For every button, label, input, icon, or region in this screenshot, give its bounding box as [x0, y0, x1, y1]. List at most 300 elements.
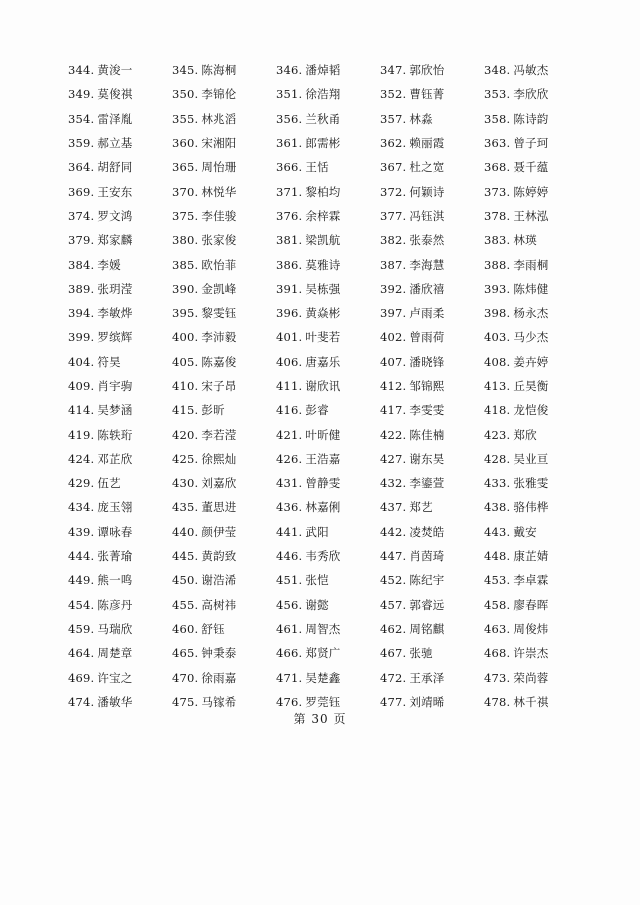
entry-name: 李锦伦 — [201, 87, 237, 102]
list-item — [172, 281, 276, 297]
entry-number: 417. — [380, 403, 407, 418]
entry-number: 439. — [68, 524, 95, 539]
entry-name: 黄浚一 — [97, 63, 133, 78]
entry-number: 470. — [172, 670, 199, 685]
entry-name: 冯敏杰 — [513, 63, 549, 78]
entry-number: 356. — [276, 111, 303, 126]
entry-number: 363. — [484, 136, 511, 151]
entry-name: 张驰 — [409, 646, 433, 661]
list-row — [68, 107, 628, 131]
entry-number: 425. — [172, 451, 199, 466]
entry-number: 444. — [68, 549, 95, 564]
entry-name: 张玥滢 — [97, 281, 133, 296]
entry-name: 邹锦熙 — [409, 379, 445, 393]
entry-name: 郑欣 — [513, 427, 537, 442]
list-item — [484, 378, 588, 394]
list-item — [172, 354, 276, 370]
entry-number: 360. — [172, 136, 199, 151]
list-item — [484, 354, 588, 370]
entry-number: 437. — [380, 500, 407, 515]
list-item — [172, 572, 276, 588]
entry-name: 马镓希 — [201, 694, 237, 709]
entry-name: 舒钰 — [201, 621, 225, 636]
list-item — [380, 597, 484, 613]
entry-number: 407. — [380, 354, 407, 369]
list-item — [172, 427, 276, 443]
list-item — [276, 159, 380, 175]
list-item — [172, 135, 276, 151]
entry-number: 364. — [68, 160, 95, 175]
list-row — [68, 520, 628, 544]
entry-number: 348. — [484, 63, 511, 78]
list-row — [68, 447, 628, 471]
entry-name: 张雅雯 — [513, 476, 549, 491]
entry-name: 聂千蕴 — [513, 160, 549, 175]
entry-name: 杜之宽 — [409, 160, 445, 175]
entry-number: 419. — [68, 427, 95, 442]
list-item — [380, 62, 484, 78]
entry-number: 347. — [380, 63, 407, 78]
entry-number: 449. — [68, 573, 95, 588]
entry-name: 莫俊祺 — [97, 87, 133, 102]
entry-name: 刘靖晞 — [409, 694, 445, 709]
list-item — [68, 305, 172, 321]
entry-number: 430. — [172, 476, 199, 491]
entry-name: 曾雨荷 — [409, 330, 445, 345]
entry-name: 王浩嘉 — [305, 451, 341, 466]
entry-name: 潘焯韬 — [305, 63, 341, 78]
entry-name: 张家俊 — [201, 233, 237, 248]
entry-name: 郎需彬 — [305, 136, 341, 151]
entry-name: 曹钰菁 — [409, 87, 445, 102]
entry-name: 马少杰 — [513, 330, 549, 345]
entry-name: 许崇杰 — [513, 646, 549, 661]
entry-number: 380. — [172, 233, 199, 248]
entry-name: 周俊炜 — [513, 621, 549, 636]
entry-number: 453. — [484, 573, 511, 588]
entry-number: 446. — [276, 549, 303, 564]
list-item — [484, 548, 588, 564]
entry-name: 郑家麟 — [97, 233, 133, 248]
list-item — [380, 257, 484, 273]
entry-name: 谢东昊 — [409, 451, 445, 466]
list-item — [380, 281, 484, 297]
list-item — [172, 694, 276, 710]
entry-number: 372. — [380, 184, 407, 199]
entry-number: 395. — [172, 306, 199, 321]
list-item — [276, 451, 380, 467]
entry-name: 武阳 — [305, 524, 329, 539]
entry-number: 468. — [484, 646, 511, 661]
entry-number: 443. — [484, 524, 511, 539]
entry-name: 潘欣禧 — [409, 281, 445, 296]
entry-name: 颜伊莹 — [201, 524, 237, 539]
list-item — [68, 257, 172, 273]
list-item — [68, 499, 172, 515]
entry-name: 李敏烨 — [97, 306, 133, 321]
list-item — [68, 694, 172, 710]
entry-name: 曾子珂 — [513, 136, 549, 151]
entry-name: 许宝之 — [97, 670, 133, 685]
entry-name: 李若滢 — [201, 427, 237, 442]
entry-name: 黎雯钰 — [201, 306, 237, 321]
entry-number: 445. — [172, 549, 199, 564]
entry-name: 周楚章 — [97, 646, 133, 661]
entry-name: 余梓霖 — [305, 208, 341, 223]
entry-number: 460. — [172, 621, 199, 636]
entry-name: 黎柏均 — [305, 184, 341, 199]
entry-number: 471. — [276, 670, 303, 685]
list-item — [68, 135, 172, 151]
list-item — [276, 572, 380, 588]
list-item — [484, 257, 588, 273]
entry-number: 385. — [172, 257, 199, 272]
page-number: 第 30 页 — [293, 712, 347, 726]
list-row — [68, 350, 628, 374]
list-item — [380, 427, 484, 443]
entry-number: 393. — [484, 281, 511, 296]
list-item — [484, 281, 588, 297]
entry-name: 罗莞钰 — [305, 694, 341, 709]
entry-name: 胡舒同 — [97, 160, 133, 175]
entry-number: 378. — [484, 208, 511, 223]
list-item — [484, 597, 588, 613]
entry-number: 474. — [68, 694, 95, 709]
entry-name: 林淼 — [409, 111, 433, 126]
entry-number: 401. — [276, 330, 303, 345]
list-row — [68, 593, 628, 617]
list-item — [172, 621, 276, 637]
list-item — [484, 62, 588, 78]
entry-name: 黄韵致 — [201, 549, 237, 564]
entry-number: 361. — [276, 136, 303, 151]
entry-name: 李佳骏 — [201, 208, 237, 223]
entry-number: 455. — [172, 597, 199, 612]
entry-number: 441. — [276, 524, 303, 539]
list-item — [484, 572, 588, 588]
entry-name: 林兆滔 — [201, 111, 237, 126]
entry-number: 450. — [172, 573, 199, 588]
entry-name: 肖茵琦 — [409, 549, 445, 564]
list-item — [172, 232, 276, 248]
entry-name: 陈轶珩 — [97, 427, 133, 442]
entry-name: 林嘉俐 — [305, 500, 341, 515]
entry-name: 陈诗韵 — [513, 111, 549, 126]
entry-number: 469. — [68, 670, 95, 685]
list-item — [380, 402, 484, 418]
entry-name: 肖宇驹 — [97, 379, 133, 393]
entry-name: 姜卉婷 — [513, 354, 549, 369]
list-row — [68, 228, 628, 252]
list-item — [68, 451, 172, 467]
list-item — [172, 159, 276, 175]
entry-number: 424. — [68, 451, 95, 466]
list-row — [68, 155, 628, 179]
entry-name: 刘嘉欣 — [201, 476, 237, 491]
entry-name: 兰秋甬 — [305, 111, 341, 126]
list-row — [68, 131, 628, 155]
list-row — [68, 325, 628, 349]
entry-number: 398. — [484, 306, 511, 321]
list-item — [68, 159, 172, 175]
entry-number: 412. — [380, 379, 407, 393]
list-row — [68, 179, 628, 203]
list-item — [276, 354, 380, 370]
list-item — [276, 184, 380, 200]
list-item — [276, 670, 380, 686]
entry-name: 陈海桐 — [201, 63, 237, 78]
entry-number: 405. — [172, 354, 199, 369]
list-item — [172, 208, 276, 224]
entry-number: 388. — [484, 257, 511, 272]
entry-name: 梁凯航 — [305, 233, 341, 248]
list-item — [380, 670, 484, 686]
list-item — [484, 208, 588, 224]
entry-number: 472. — [380, 670, 407, 685]
entry-name: 庞玉翎 — [97, 500, 133, 515]
list-item — [276, 597, 380, 613]
entry-number: 376. — [276, 208, 303, 223]
entry-name: 邓芷欣 — [97, 451, 133, 466]
list-item — [172, 184, 276, 200]
entry-number: 408. — [484, 354, 511, 369]
entry-number: 387. — [380, 257, 407, 272]
list-item — [172, 378, 276, 394]
list-item — [380, 572, 484, 588]
entry-number: 456. — [276, 597, 303, 612]
entry-number: 397. — [380, 306, 407, 321]
entry-number: 389. — [68, 281, 95, 296]
entry-number: 473. — [484, 670, 511, 685]
entry-name: 荣尚蓉 — [513, 670, 549, 685]
list-item — [172, 475, 276, 491]
list-item — [276, 524, 380, 540]
entry-number: 392. — [380, 281, 407, 296]
list-item — [276, 135, 380, 151]
entry-name: 戴安 — [513, 524, 537, 539]
entry-name: 林千祺 — [513, 694, 549, 709]
entry-name: 赖丽霞 — [409, 136, 445, 151]
entry-name: 雷泽胤 — [97, 111, 133, 126]
entry-name: 林悦华 — [201, 184, 237, 199]
list-item — [276, 257, 380, 273]
list-row — [68, 544, 628, 568]
list-item — [380, 232, 484, 248]
entry-name: 吴栋强 — [305, 281, 341, 296]
entry-number: 414. — [68, 403, 95, 418]
entry-name: 陈嘉俊 — [201, 354, 237, 369]
list-item — [380, 499, 484, 515]
entry-number: 404. — [68, 354, 95, 369]
entry-name: 张菁瑜 — [97, 549, 133, 564]
entry-number: 403. — [484, 330, 511, 345]
entry-name: 周铭麒 — [409, 621, 445, 636]
entry-number: 365. — [172, 160, 199, 175]
entry-number: 458. — [484, 597, 511, 612]
entry-name: 李卓霖 — [513, 573, 549, 588]
entry-number: 459. — [68, 621, 95, 636]
entry-number: 454. — [68, 597, 95, 612]
list-item — [68, 62, 172, 78]
entry-name: 罗文鸿 — [97, 208, 133, 223]
list-item — [68, 281, 172, 297]
entry-number: 402. — [380, 330, 407, 345]
entry-name: 林瑛 — [513, 233, 537, 248]
entry-number: 426. — [276, 451, 303, 466]
entry-name: 金凯峰 — [201, 281, 237, 296]
entry-name: 宋子昂 — [201, 379, 237, 393]
list-row — [68, 277, 628, 301]
list-item — [276, 281, 380, 297]
entry-number: 375. — [172, 208, 199, 223]
list-item — [172, 402, 276, 418]
list-item — [276, 645, 380, 661]
entry-name: 骆伟桦 — [513, 500, 549, 515]
list-item — [68, 378, 172, 394]
entry-name: 王安东 — [97, 184, 133, 199]
entry-number: 391. — [276, 281, 303, 296]
entry-name: 马瑞欣 — [97, 621, 133, 636]
entry-number: 370. — [172, 184, 199, 199]
list-item — [68, 402, 172, 418]
list-item — [276, 427, 380, 443]
list-item — [484, 159, 588, 175]
list-row — [68, 568, 628, 592]
list-item — [68, 354, 172, 370]
list-row — [68, 82, 628, 106]
list-item — [380, 111, 484, 127]
entry-name: 周怡珊 — [201, 160, 237, 175]
entry-number: 448. — [484, 549, 511, 564]
entry-number: 418. — [484, 403, 511, 418]
list-item — [484, 184, 588, 200]
list-item — [484, 111, 588, 127]
list-item — [380, 305, 484, 321]
entry-name: 周智杰 — [305, 621, 341, 636]
entry-name: 王林泓 — [513, 208, 549, 223]
entry-name: 欧怡菲 — [201, 257, 237, 272]
entry-number: 452. — [380, 573, 407, 588]
entry-number: 390. — [172, 281, 199, 296]
entry-number: 436. — [276, 500, 303, 515]
list-item — [68, 572, 172, 588]
entry-name: 凌焚皓 — [409, 524, 445, 539]
entry-number: 427. — [380, 451, 407, 466]
list-item — [380, 451, 484, 467]
entry-number: 416. — [276, 403, 303, 418]
list-item — [276, 694, 380, 710]
entry-number: 359. — [68, 136, 95, 151]
entry-number: 377. — [380, 208, 407, 223]
entry-number: 358. — [484, 111, 511, 126]
list-item — [380, 621, 484, 637]
list-item — [172, 257, 276, 273]
entry-number: 409. — [68, 379, 95, 393]
list-row — [68, 58, 628, 82]
list-item — [68, 645, 172, 661]
list-item — [276, 329, 380, 345]
entry-name: 潘敏华 — [97, 694, 133, 709]
entry-number: 351. — [276, 87, 303, 102]
list-item — [380, 135, 484, 151]
list-item — [484, 305, 588, 321]
entry-name: 谢欣讯 — [305, 379, 341, 393]
list-item — [276, 232, 380, 248]
entry-name: 彭睿 — [305, 403, 329, 418]
list-row — [68, 374, 628, 398]
entry-name: 何颖诗 — [409, 184, 445, 199]
entry-number: 466. — [276, 646, 303, 661]
list-item — [172, 597, 276, 613]
entry-number: 355. — [172, 111, 199, 126]
entry-number: 420. — [172, 427, 199, 442]
entry-number: 461. — [276, 621, 303, 636]
entry-name: 冯钰淇 — [409, 208, 445, 223]
list-item — [484, 402, 588, 418]
entry-number: 399. — [68, 330, 95, 345]
list-row — [68, 301, 628, 325]
list-item — [484, 329, 588, 345]
list-item — [68, 427, 172, 443]
entry-number: 477. — [380, 694, 407, 709]
entry-name: 郝立基 — [97, 136, 133, 151]
list-item — [68, 208, 172, 224]
entry-number: 384. — [68, 257, 95, 272]
entry-number: 423. — [484, 427, 511, 442]
list-row — [68, 665, 628, 689]
entry-number: 464. — [68, 646, 95, 661]
entry-number: 411. — [276, 379, 303, 393]
entry-number: 475. — [172, 694, 199, 709]
list-item — [68, 86, 172, 102]
list-item — [172, 111, 276, 127]
entry-name: 韦秀欣 — [305, 549, 341, 564]
entry-number: 457. — [380, 597, 407, 612]
list-item — [380, 354, 484, 370]
entry-name: 钟秉泰 — [201, 646, 237, 661]
entry-number: 369. — [68, 184, 95, 199]
entry-number: 406. — [276, 354, 303, 369]
list-row — [68, 495, 628, 519]
entry-name: 谢浩浠 — [201, 573, 237, 588]
list-item — [68, 329, 172, 345]
entry-name: 伍艺 — [97, 476, 121, 491]
list-item — [380, 694, 484, 710]
entry-name: 陈炜健 — [513, 281, 549, 296]
list-item — [380, 86, 484, 102]
entry-name: 李雯雯 — [409, 403, 445, 418]
list-item — [172, 524, 276, 540]
list-item — [484, 427, 588, 443]
entry-number: 433. — [484, 476, 511, 491]
entry-name: 郑艺 — [409, 500, 433, 515]
entry-number: 447. — [380, 549, 407, 564]
entry-number: 478. — [484, 694, 511, 709]
entry-name: 陈佳楠 — [409, 427, 445, 442]
list-item — [172, 548, 276, 564]
entry-number: 413. — [484, 379, 511, 393]
list-item — [380, 645, 484, 661]
entry-number: 350. — [172, 87, 199, 102]
list-item — [172, 645, 276, 661]
entry-name: 徐浩翔 — [305, 87, 341, 102]
list-item — [484, 645, 588, 661]
entry-name: 彭昕 — [201, 403, 225, 418]
list-row — [68, 617, 628, 641]
entry-number: 344. — [68, 63, 95, 78]
entry-name: 徐熙灿 — [201, 451, 237, 466]
entry-name: 徐雨嘉 — [201, 670, 237, 685]
